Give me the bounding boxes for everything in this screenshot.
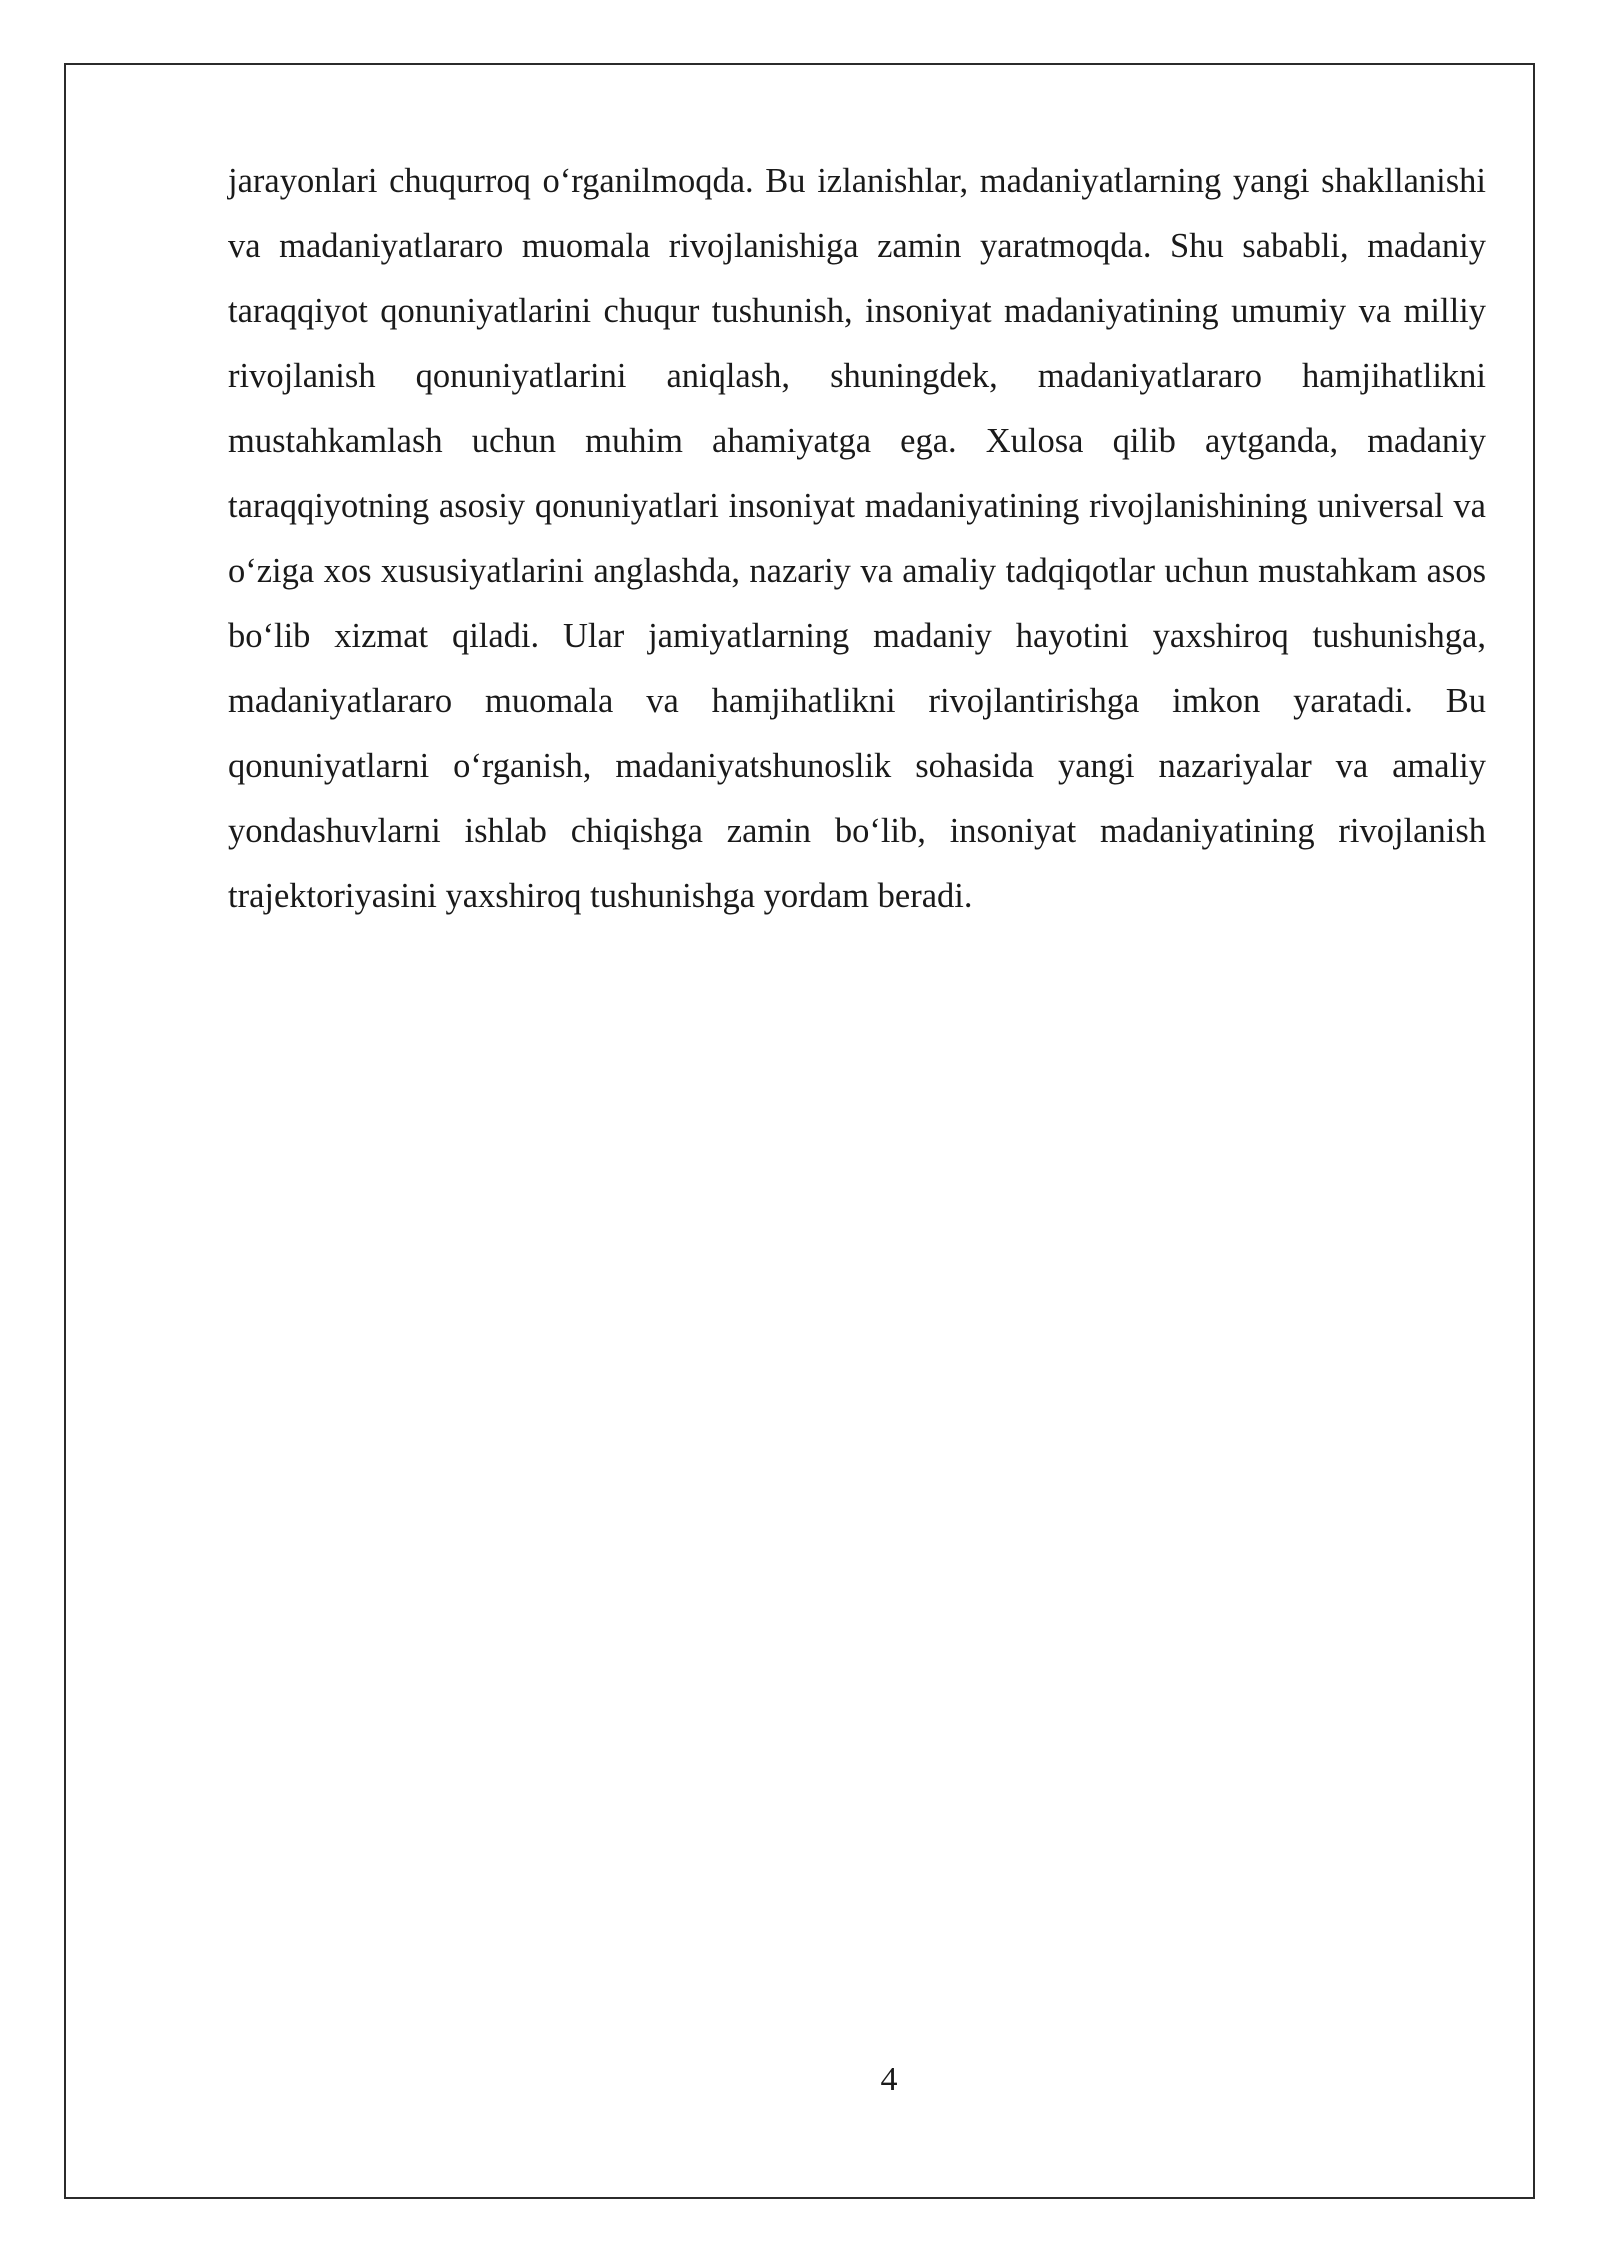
body-paragraph: jarayonlari chuqurroq o‘rganilmoqda. Bu izlanishlar, madaniyatlarning yangi shakllanishi va madaniyatlararo muomala rivojlanishiga zamin yaratmoqda. Shu sababli, madaniy taraqqiyot qonuniyatlarini chuqur tushunish, insoniyat madaniyatining umumiy va milliy rivojlanish qonuniyatlarini aniqlash, shuningdek, madaniyatlararo hamjihatlikni mustahkamlash uchun muhim ahamiyatga ega. Xulosa qilib aytganda, madaniy taraqqiyotning asosiy qonuniyatlari insoniyat madaniyatining rivojlanishining universal va o‘ziga xos xususiyatlarini anglashda, nazariy va amaliy tadqiqotlar uchun mustahkam asos bo‘lib xizmat qiladi. Ular jamiyatlarning madaniy hayotini yaxshiroq tushunishga, madaniyatlararo muomala va hamjihatlikni rivojlantirishga imkon yaratadi. Bu qonuniyatlarni o‘rganish, madaniyatshunoslik sohasida yangi nazariyalar va amaliy yondashuvlarni ishlab chiqishga zamin bo‘lib, insoniyat madaniyatining rivojlanish trajektoriyasini yaxshiroq tushunishga yordam beradi.	[228, 162, 1486, 915]
page-number: 4	[880, 2061, 898, 2098]
